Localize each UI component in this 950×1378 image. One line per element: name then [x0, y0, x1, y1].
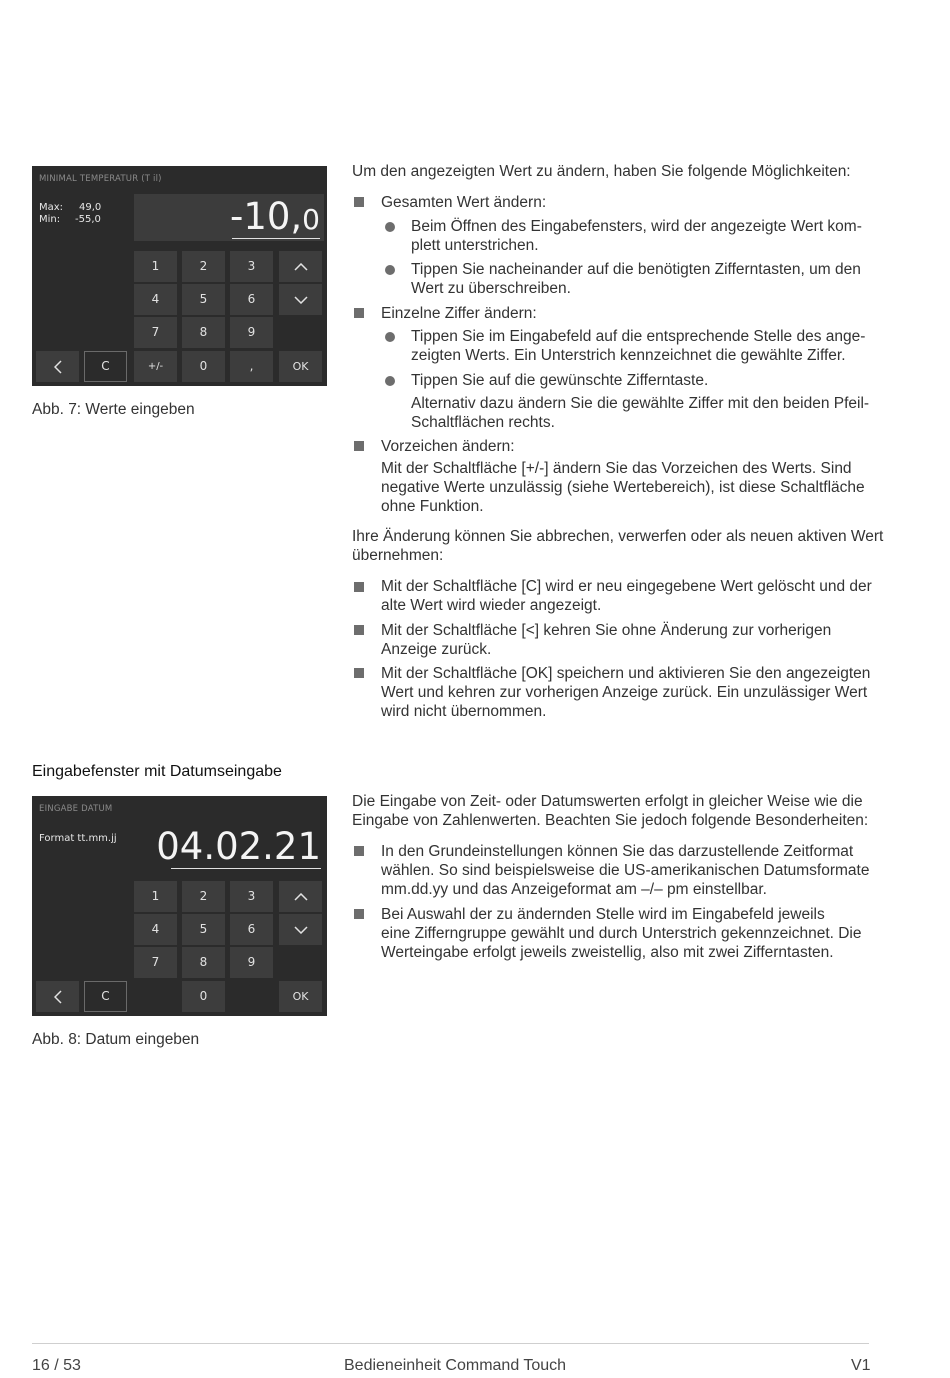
bullet-square [354, 582, 364, 592]
max-value: 49,0 [79, 202, 102, 213]
list-subitem: Tippen Sie auf die gewünschte Zifferntaste. Alternativ dazu ändern Sie die gewählte Ziffer mit den beiden Pfeil- Schaltflächen rechts. [411, 372, 870, 431]
bullet-square [354, 668, 364, 678]
ok-button[interactable]: OK [279, 981, 322, 1012]
date-display[interactable] [134, 824, 324, 871]
list-subitem: Tippen Sie im Eingabefeld auf die entsprechende Stelle des ange- zeigten Werts. Ein Unterstrich kennzeichnet die gewählte Ziffer. [411, 328, 866, 364]
key-6[interactable]: 6 [230, 284, 273, 315]
sign-button[interactable]: +/- [134, 351, 177, 382]
date-input-screen [32, 796, 327, 1016]
key-3[interactable]: 3 [230, 251, 273, 282]
clear-button[interactable]: C [84, 351, 127, 382]
format-label: Format tt.mm.jj [39, 833, 117, 844]
clear-button[interactable]: C [84, 981, 127, 1012]
bullet-square [354, 909, 364, 919]
list-item: Bei Auswahl der zu ändernden Stelle wird im Eingabefeld jeweils eine Zifferngruppe gewählt und durch Unterstrich gekennzeichnet. Die Werteingabe erfolgt jeweils zweistellig, also mit zwei Zifferntasten. [381, 906, 862, 961]
list-item: Mit der Schaltfläche [C] wird er neu eingegebene Wert gelöscht und der alte Wert wird wieder angezeigt. [381, 578, 872, 614]
list-item: Mit der Schaltfläche [OK] speichern und aktivieren Sie den angezeigten Wert und kehren zur vorherigen Anzeige zurück. Ein unzulässiger Wert wird nicht übernommen. [381, 665, 871, 720]
key-1[interactable]: 1 [134, 881, 177, 912]
bullet-dot [385, 265, 395, 275]
arrow-down-button[interactable] [279, 284, 322, 315]
list-item: Einzelne Ziffer ändern: [381, 305, 537, 322]
key-0[interactable]: 0 [182, 351, 225, 382]
date-underline [171, 868, 321, 869]
key-9[interactable]: 9 [230, 317, 273, 348]
key-5[interactable]: 5 [182, 914, 225, 945]
chevron-down-icon [294, 296, 308, 304]
list-item: Vorzeichen ändern: Mit der Schaltfläche [+/-] ändern Sie das Vorzeichen des Werts. Sind negative Werte unzulässig (siehe Wertebereich), ist diese Schaltfläche ohne Funktion. [381, 438, 865, 515]
list-item: In den Grundeinstellungen können Sie das darzustellende Zeitformat wählen. So sind beispielsweise die US-amerikanischen Datumsformate mm.dd.yy und das Anzeigeformat am –/– pm einstellbar. [381, 843, 870, 898]
figure-caption: Abb. 7: Werte eingeben [32, 401, 195, 418]
value-text: -10,0 [229, 195, 320, 238]
arrow-up-button[interactable] [279, 251, 322, 282]
figure-caption: Abb. 8: Datum eingeben [32, 1031, 200, 1048]
chevron-left-icon [54, 360, 62, 374]
chevron-left-icon [54, 990, 62, 1004]
page-number: 16 / 53 [32, 1357, 81, 1374]
arrow-up-button[interactable] [279, 881, 322, 912]
ok-button[interactable]: OK [279, 351, 322, 382]
key-3[interactable]: 3 [230, 881, 273, 912]
screen-title: MINIMAL TEMPERATUR (T il) [39, 174, 162, 184]
key-2[interactable]: 2 [182, 251, 225, 282]
list-item: Mit der Schaltfläche [<] kehren Sie ohne Änderung zur vorherigen Anzeige zurück. [381, 622, 832, 658]
chevron-up-icon [294, 263, 308, 271]
min-label: Min: [39, 214, 61, 225]
key-4[interactable]: 4 [134, 914, 177, 945]
footer-divider [32, 1343, 869, 1344]
chevron-down-icon [294, 926, 308, 934]
bullet-dot [385, 332, 395, 342]
bullet-dot [385, 222, 395, 232]
key-8[interactable]: 8 [182, 947, 225, 978]
max-label: Max: [39, 202, 64, 213]
date-text: 04.02.21 [156, 825, 321, 868]
key-2[interactable]: 2 [182, 881, 225, 912]
bullet-square [354, 308, 364, 318]
document-title: Bedieneinheit Command Touch [344, 1357, 567, 1374]
intro-text: Um den angezeigten Wert zu ändern, haben Sie folgende Möglichkeiten: [352, 163, 851, 180]
screen-title: EINGABE DATUM [39, 804, 113, 814]
key-7[interactable]: 7 [134, 317, 177, 348]
bullet-square [354, 197, 364, 207]
arrow-down-button[interactable] [279, 914, 322, 945]
list-subitem: Tippen Sie nacheinander auf die benötigten Zifferntasten, um den Wert zu überschreiben. [411, 261, 861, 297]
key-5[interactable]: 5 [182, 284, 225, 315]
bullet-square [354, 846, 364, 856]
key-7[interactable]: 7 [134, 947, 177, 978]
min-value: -55,0 [75, 214, 101, 225]
value-display[interactable] [134, 194, 324, 241]
key-1[interactable]: 1 [134, 251, 177, 282]
key-4[interactable]: 4 [134, 284, 177, 315]
list-item: Gesamten Wert ändern: [381, 194, 547, 211]
chevron-up-icon [294, 893, 308, 901]
key-0[interactable]: 0 [182, 981, 225, 1012]
bullet-dot [385, 376, 395, 386]
key-9[interactable]: 9 [230, 947, 273, 978]
paragraph: Die Eingabe von Zeit- oder Datumswerten erfolgt in gleicher Weise wie die Eingabe von Zahlenwerten. Beachten Sie jedoch folgende Besonderheiten: [352, 793, 869, 829]
value-input-screen [32, 166, 327, 386]
bullet-square [354, 441, 364, 451]
key-6[interactable]: 6 [230, 914, 273, 945]
key-8[interactable]: 8 [182, 317, 225, 348]
back-button[interactable] [36, 981, 79, 1012]
value-underline [232, 238, 320, 239]
section-heading: Eingabefenster mit Datumseingabe [32, 763, 282, 780]
range-info [39, 202, 101, 226]
back-button[interactable] [36, 351, 79, 382]
list-subitem: Beim Öffnen des Eingabefensters, wird der angezeigte Wert kom- plett unterstrichen. [411, 218, 862, 254]
version-label: V1 [851, 1357, 871, 1374]
paragraph: Ihre Änderung können Sie abbrechen, verwerfen oder als neuen aktiven Wert übernehmen: [352, 528, 884, 564]
comma-button[interactable]: , [230, 351, 273, 382]
bullet-square [354, 625, 364, 635]
